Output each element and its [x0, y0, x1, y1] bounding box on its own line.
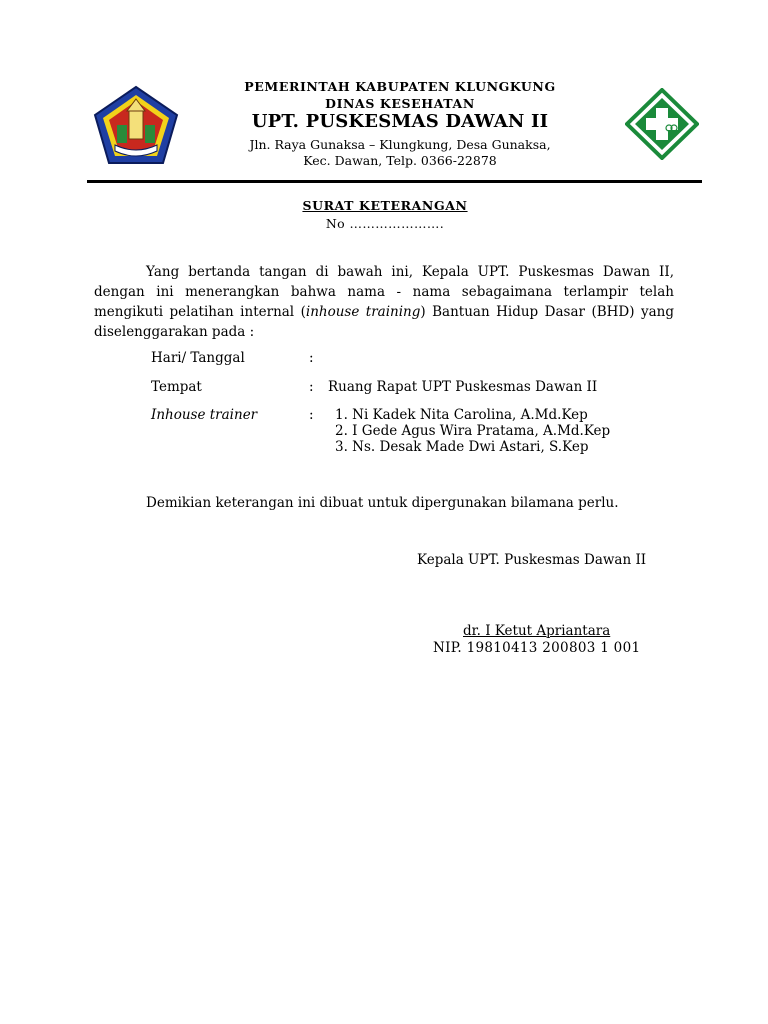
closing-statement: Demikian keterangan ini dibuat untuk dipergunakan bilamana perlu. — [146, 495, 619, 511]
field-value-place: Ruang Rapat UPT Puskesmas Dawan II — [328, 379, 598, 395]
puskesmas-cross-logo — [625, 88, 699, 160]
trainer-item-3: 3. Ns. Desak Made Dwi Astari, S.Kep — [335, 439, 589, 455]
header-address-line1: Jln. Raya Gunaksa – Klungkung, Desa Gunaksa, — [249, 137, 551, 152]
header-department: DINAS KESEHATAN — [325, 96, 475, 111]
header-address-line2: Kec. Dawan, Telp. 0366-22878 — [303, 153, 497, 168]
field-colon-place: : — [309, 379, 314, 395]
klungkung-emblem-logo — [93, 85, 179, 165]
trainer-item-2: 2. I Gede Agus Wira Pratama, A.Md.Kep — [335, 423, 611, 439]
paragraph-italic: inhouse training — [305, 304, 421, 320]
document-number: No …………………. — [325, 216, 445, 231]
header-institution: UPT. PUSKESMAS DAWAN II — [251, 111, 549, 132]
paragraph-text-1: Yang bertanda tangan di bawah ini, Kepala UPT. Puskesmas Dawan II, dengan ini menerangkan bahwa nama - nama sebagaimana terlampir telah mengikuti pelatihan internal ( — [94, 264, 674, 320]
field-colon-trainer: : — [309, 407, 314, 423]
signer-name: dr. I Ketut Apriantara — [463, 623, 611, 639]
document-title: SURAT KETERANGAN — [302, 198, 468, 213]
field-label-date: Hari/ Tanggal — [151, 350, 245, 366]
field-label-trainer: Inhouse trainer — [151, 407, 258, 423]
field-label-place: Tempat — [151, 379, 202, 395]
paragraph-text-2: ) Bantuan Hidup Dasar (BHD) yang diselenggarakan pada : — [94, 304, 674, 340]
letterhead-divider — [87, 180, 702, 183]
body-paragraph — [94, 262, 674, 342]
trainer-item-1: 1. Ni Kadek Nita Carolina, A.Md.Kep — [335, 407, 588, 423]
signer-title: Kepala UPT. Puskesmas Dawan II — [417, 552, 647, 568]
field-colon-date: : — [309, 350, 314, 366]
header-government: PEMERINTAH KABUPATEN KLUNGKUNG — [244, 79, 556, 94]
signer-nip: NIP. 19810413 200803 1 001 — [433, 640, 641, 656]
